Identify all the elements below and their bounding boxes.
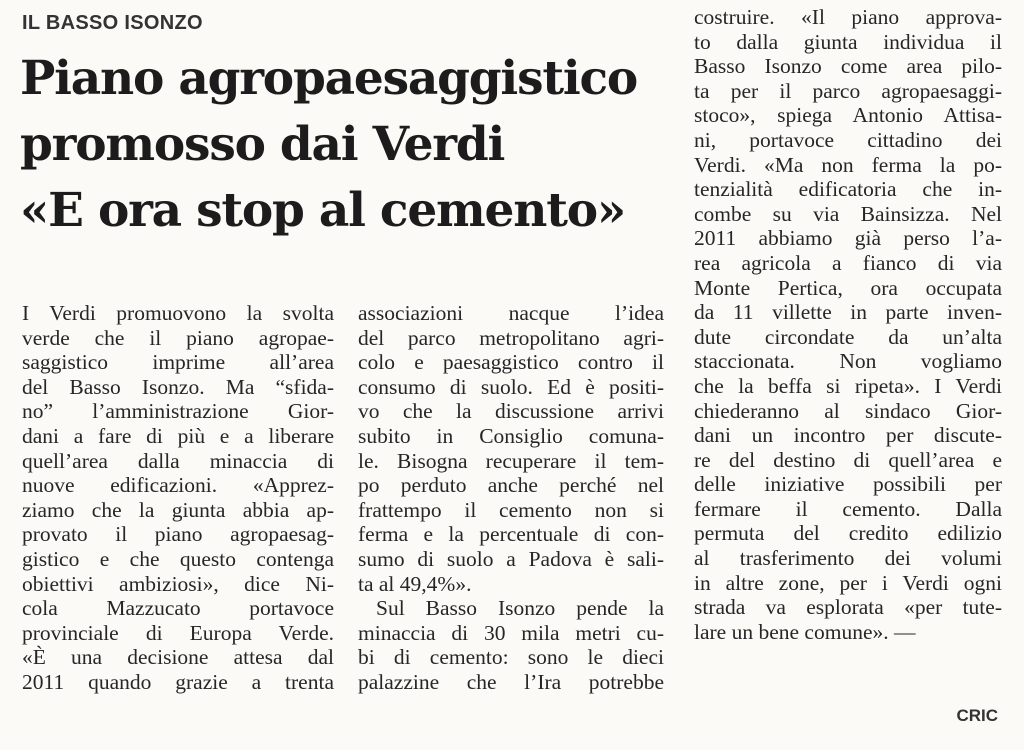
text-line: re del destino di quell’area e — [694, 447, 1002, 472]
text-line: consumo di suolo. Ed è positi- — [358, 374, 664, 399]
text-line: delle iniziative possibili per — [694, 472, 1002, 497]
text-line: frattempo il cemento non si — [358, 497, 664, 522]
text-line: ziamo che la giunta abbia ap- — [22, 497, 334, 522]
text-line: gistico e che questo contenga — [22, 546, 334, 571]
text-line: tenzialità edificatoria che in- — [694, 177, 1002, 202]
text-line: associazioni nacque l’idea — [358, 301, 664, 325]
text-line: fermare il cemento. Dalla — [694, 496, 1002, 521]
text-line: palazzine che l’Ira potrebbe — [358, 669, 664, 694]
text-line: chiederanno al sindaco Gior- — [694, 398, 1002, 423]
text-line: dani un incontro per discute- — [694, 423, 1002, 448]
text-line: Basso Isonzo come area pilo- — [694, 54, 1002, 79]
headline-line: promosso dai Verdi — [20, 117, 505, 172]
text-line: to dalla giunta individua il — [694, 29, 1002, 54]
text-line: Verdi. «Ma non ferma la po- — [694, 152, 1002, 177]
text-line: ni, portavoce cittadino dei — [694, 127, 1002, 152]
text-line: quell’area dalla minaccia di — [22, 448, 334, 473]
text-line: le. Bisogna recuperare il tem- — [358, 448, 664, 473]
text-line: «È una decisione attesa dal — [22, 645, 334, 670]
text-line: verde che il piano agropae- — [22, 325, 334, 350]
text-line: dani a fare di più e a liberare — [22, 423, 334, 448]
text-line: al trasferimento dei volumi — [694, 546, 1002, 571]
text-line: vo che la discussione arrivi — [358, 399, 664, 424]
text-line: provato il piano agropaesag- — [22, 522, 334, 547]
text-line: ta per il parco agropaesaggi- — [694, 78, 1002, 103]
text-line: 2011 abbiamo già perso l’a- — [694, 226, 1002, 251]
text-line: cola Mazzucato portavoce — [22, 596, 334, 621]
text-line: staccionata. Non vogliamo — [694, 349, 1002, 374]
text-line: rea agricola a fianco di via — [694, 250, 1002, 275]
text-line: ta al 49,4%». — [358, 571, 472, 596]
text-line: subito in Consiglio comuna- — [358, 423, 664, 448]
text-line: stoco», spiega Antonio Attisa- — [694, 103, 1002, 128]
text-line: saggistico imprime all’area — [22, 350, 334, 375]
text-line: minaccia di 30 mila metri cu- — [358, 620, 664, 645]
text-line: provinciale di Europa Verde. — [22, 620, 334, 645]
text-line: del parco metropolitano agri- — [358, 325, 664, 350]
text-line: Monte Pertica, ora occupata — [694, 275, 1002, 300]
text-line: che la beffa si ripeta». I Verdi — [694, 373, 1002, 398]
text-line: obiettivi ambiziosi», dice Ni- — [22, 571, 334, 596]
headline — [20, 46, 670, 244]
text-line: Sul Basso Isonzo pende la — [376, 596, 664, 621]
text-line: bi di cemento: sono le dieci — [358, 645, 664, 670]
author-signature: CRIC — [956, 706, 998, 725]
text-line: no” l’amministrazione Gior- — [22, 399, 334, 424]
text-line: permuta del credito edilizio — [694, 521, 1002, 546]
article-column-2 — [358, 301, 664, 695]
text-line: ferma e la percentuale di con- — [358, 522, 664, 547]
text-line: sumo di suolo a Padova è sali- — [358, 546, 664, 571]
headline-line: Piano agropaesaggistico — [20, 51, 638, 106]
article-column-3 — [694, 5, 1002, 644]
text-line: lare un bene comune». — — [694, 619, 916, 644]
kicker: IL BASSO ISONZO — [22, 12, 203, 34]
text-line: 2011 quando grazie a trenta — [22, 669, 334, 694]
article-column-1 — [22, 301, 334, 695]
text-line: I Verdi promuovono la svolta — [22, 301, 334, 325]
text-line: in altre zone, per i Verdi ogni — [694, 570, 1002, 595]
text-line: dute circondate da un’alta — [694, 324, 1002, 349]
headline-line: «E ora stop al cemento» — [20, 183, 626, 238]
text-line: nuove edificazioni. «Apprez- — [22, 473, 334, 498]
text-line: da 11 villette in parte inven- — [694, 300, 1002, 325]
text-line: strada va esplorata «per tute- — [694, 595, 1002, 620]
text-line: colo e paesaggistico contro il — [358, 350, 664, 375]
text-line: del Basso Isonzo. Ma “sfida- — [22, 374, 334, 399]
text-line: po perduto anche perché nel — [358, 473, 664, 498]
text-line: combe su via Bainsizza. Nel — [694, 201, 1002, 226]
text-line: costruire. «Il piano approva- — [694, 5, 1002, 29]
